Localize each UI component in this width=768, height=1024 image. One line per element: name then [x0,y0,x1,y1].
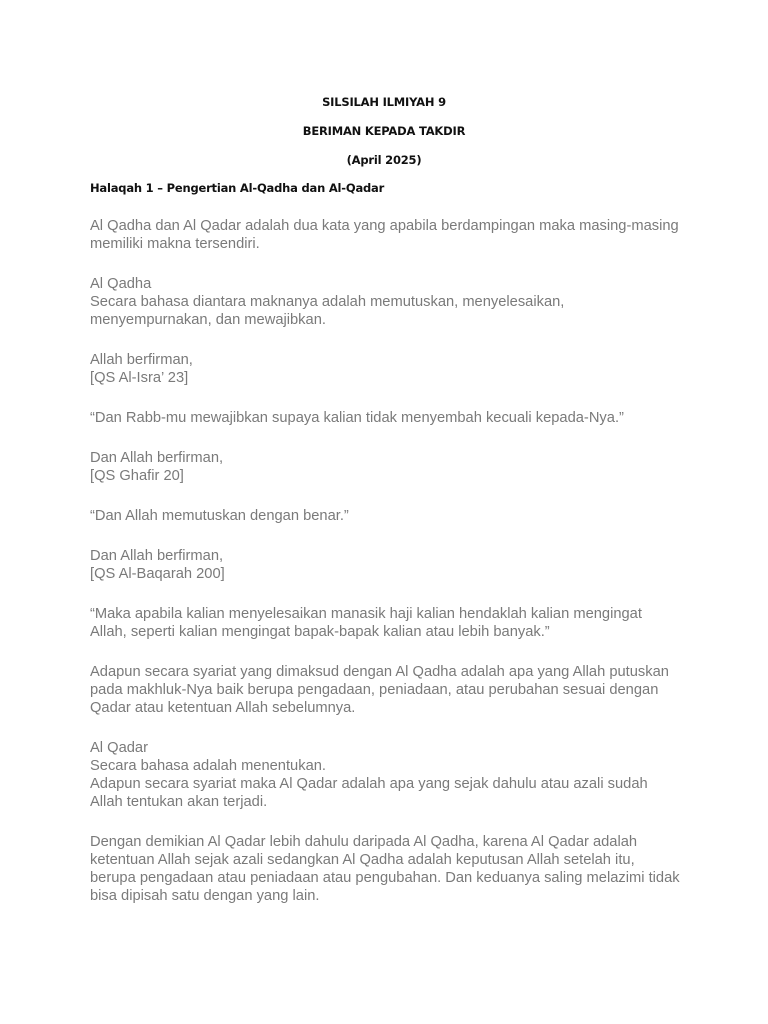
intro-paragraph: Al Qadha dan Al Qadar adalah dua kata yang apabila berdampingan maka masing-masing memiliki makna tersendiri. [90,218,679,252]
qadha-definition: Secara bahasa diantara maknanya adalah memutuskan, menyelesaikan, menyempurnakan, dan mewajibkan. [90,294,565,328]
document-date: (April 2025) [346,153,422,167]
verse-2-intro: Dan Allah berfirman, [90,450,224,466]
verse-3-reference [90,547,680,583]
series-title: SILSILAH ILMIYAH 9 [322,95,446,109]
document-body [90,217,680,927]
qadar-heading: Al Qadar [90,740,148,756]
conclusion-paragraph: Dengan demikian Al Qadar lebih dahulu daripada Al Qadha, karena Al Qadar adalah ketentuan Allah sejak azali sedangkan Al Qadha adalah keputusan Allah setelah itu, berupa pengadaan atau peniadaan atau pengubahan. Dan keduanya saling melazimi tidak bisa dipisah satu dengan yang lain. [90,834,680,904]
qadar-section [90,739,680,811]
verse-3-intro: Dan Allah berfirman, [90,548,224,564]
verse-1-intro: Allah berfirman, [90,352,193,368]
verse-3-translation: “Maka apabila kalian menyelesaikan manasik haji kalian hendaklah kalian mengingat Allah, seperti kalian mengingat bapak-bapak kalian atau lebih banyak.” [90,606,642,640]
verse-1-reference [90,351,680,387]
verse-1-translation: “Dan Rabb-mu mewajibkan supaya kalian tidak menyembah kecuali kepada-Nya.” [90,410,624,426]
qadar-syariat: Adapun secara syariat maka Al Qadar adalah apa yang sejak dahulu atau azali sudah Allah tentukan akan terjadi. [90,776,648,810]
qadha-syariat-paragraph: Adapun secara syariat yang dimaksud dengan Al Qadha adalah apa yang Allah putuskan pada makhluk-Nya baik berupa pengadaan, peniadaan, atau perubahan sesuai dengan Qadar atau ketentuan Allah sebelumnya. [90,664,669,716]
verse-2-translation: “Dan Allah memutuskan dengan benar.” [90,508,349,524]
qadha-section [90,275,680,329]
verse-2-citation: [QS Ghafir 20] [90,468,184,484]
document-title: BERIMAN KEPADA TAKDIR [302,124,466,138]
qadha-heading: Al Qadha [90,276,152,292]
verse-1-citation: [QS Al-Isra’ 23] [90,370,189,386]
verse-3-citation: [QS Al-Baqarah 200] [90,566,225,582]
verse-2-reference [90,449,680,485]
halaqah-title: Halaqah 1 – Pengertian Al-Qadha dan Al-Qadar [90,181,385,195]
qadar-bahasa: Secara bahasa adalah menentukan. [90,758,326,774]
